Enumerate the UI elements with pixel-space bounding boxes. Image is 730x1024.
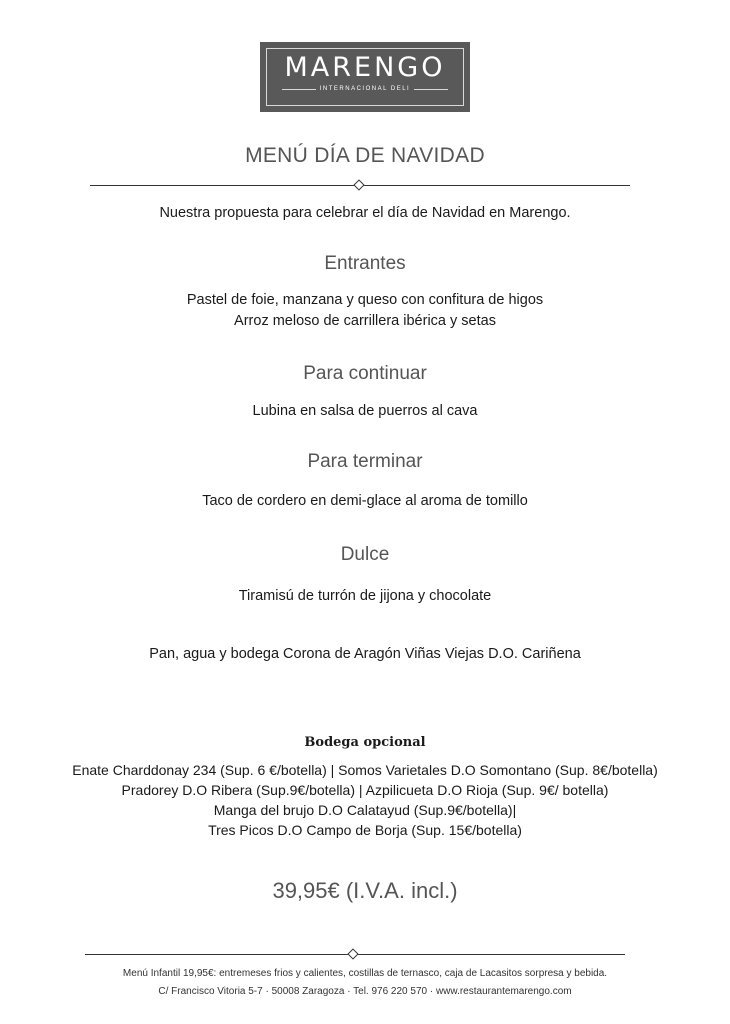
bodega-line: Pradorey D.O Ribera (Sup.9€/botella) | Azpilicueta D.O Rioja (Sup. 9€/ botella) xyxy=(121,782,609,798)
bodega-line: Enate Charddonay 234 (Sup. 6 €/botella) | Somos Varietales D.O Somontano (Sup. 8€/botella) xyxy=(72,762,658,778)
top-divider-diamond xyxy=(353,179,364,190)
bodega-line: Tres Picos D.O Campo de Borja (Sup. 15€/botella) xyxy=(208,822,522,838)
section-heading-dulce: Dulce xyxy=(340,544,390,565)
bodega-line: Manga del brujo D.O Calatayud (Sup.9€/botella)| xyxy=(213,802,517,818)
section-heading-entrantes: Entrantes xyxy=(324,253,406,274)
section-heading-para-terminar: Para terminar xyxy=(307,451,423,472)
marengo-logo xyxy=(260,42,470,112)
menu-price: 39,95€ (I.V.A. incl.) xyxy=(272,878,458,903)
logo-name: MARENGO xyxy=(284,52,446,83)
drinks-note: Pan, agua y bodega Corona de Aragón Viñas Viejas D.O. Cariñena xyxy=(149,646,581,662)
bodega-title: Bodega opcional xyxy=(304,735,426,750)
menu-item: Taco de cordero en demi-glace al aroma de tomillo xyxy=(202,493,528,509)
menu-item: Arroz meloso de carrillera ibérica y setas xyxy=(234,313,496,329)
logo-subtitle: INTERNACIONAL DELI xyxy=(319,86,411,92)
menu-item: Pastel de foie, manzana y queso con confitura de higos xyxy=(186,292,544,308)
footer-kids-menu: Menú Infantil 19,95€: entremeses frios y calientes, costillas de ternasco, caja de Lacasitos sorpresa y bebida. xyxy=(122,968,608,979)
bottom-divider-diamond xyxy=(347,948,358,959)
footer-address: C/ Francisco Vitoria 5-7 · 50008 Zaragoza · Tel. 976 220 570 · www.restaurantemarengo.com xyxy=(158,986,572,997)
menu-item: Tiramisú de turrón de jijona y chocolate xyxy=(238,588,492,604)
section-heading-para-continuar: Para continuar xyxy=(303,363,427,384)
menu-title: MENÚ DÍA DE NAVIDAD xyxy=(245,144,485,167)
menu-item: Lubina en salsa de puerros al cava xyxy=(252,403,478,419)
intro-text: Nuestra propuesta para celebrar el día de Navidad en Marengo. xyxy=(159,205,571,221)
